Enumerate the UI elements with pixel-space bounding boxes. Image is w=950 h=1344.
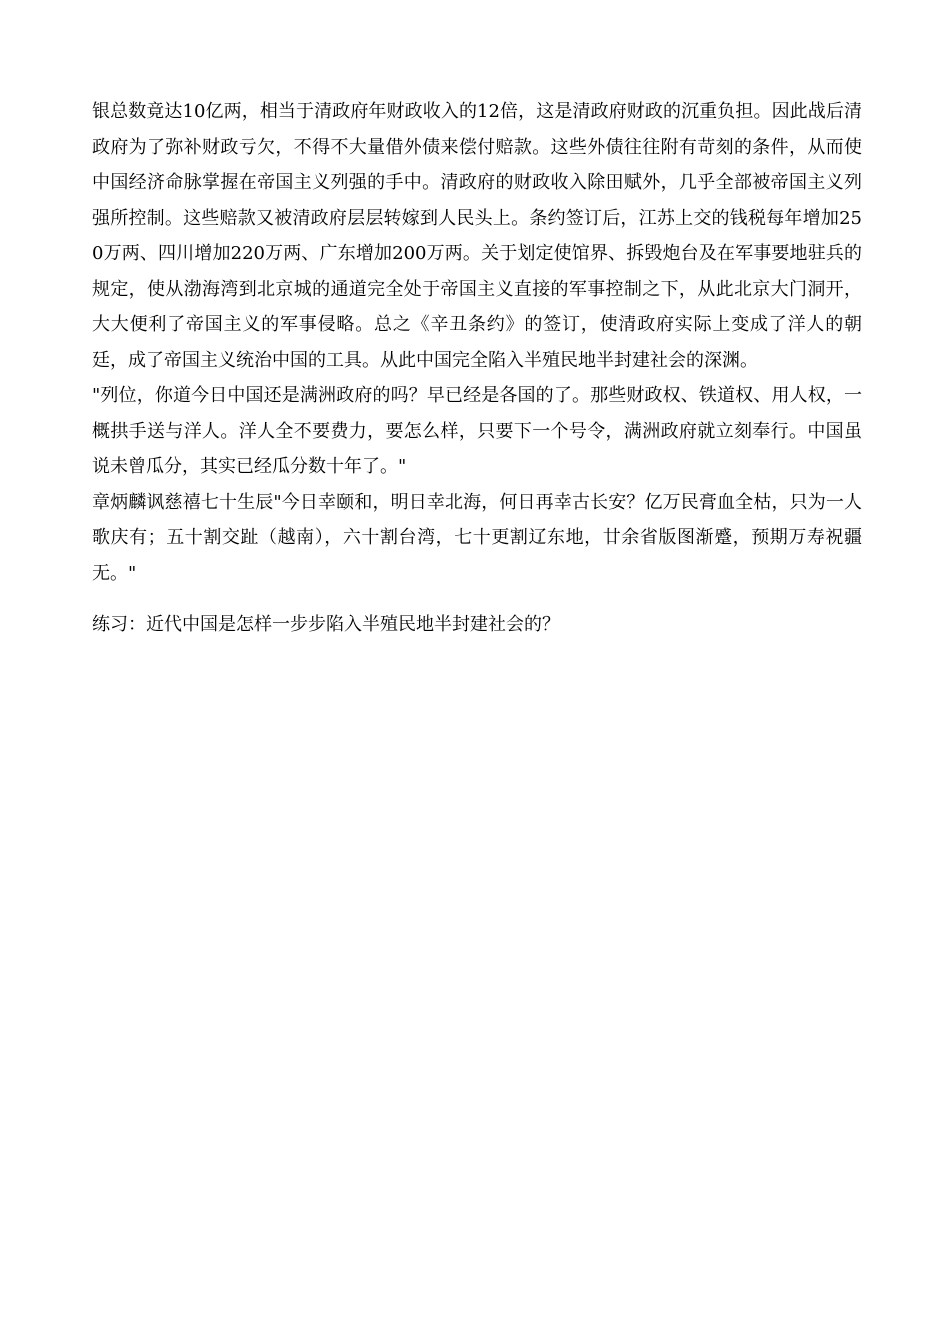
poem-couplet-paragraph: 章炳麟讽慈禧七十生辰"今日幸颐和，明日幸北海，何日再幸古长安？亿万民膏血全枯，只为一人歌庆有；五十割交趾（越南），六十割台湾，七十更割辽东地，廿余省版图渐蹙，预期万寿祝疆无。" [92,491,862,584]
document-body [92,94,862,643]
exercise-question: 练习：近代中国是怎样一步步陷入半殖民地半封建社会的？ [92,614,560,635]
main-paragraph: 银总数竟达10亿两，相当于清政府年财政收入的12倍，这是清政府财政的沉重负担。因此战后清政府为了弥补财政亏欠，不得不大量借外债来偿付赔款。这些外债往往附有苛刻的条件，从而使中国经济命脉掌握在帝国主义列强的手中。清政府的财政收入除田赋外，几乎全部被帝国主义列强所控制。这些赔款又被清政府层层转嫁到人民头上。条约签订后，江苏上交的钱税每年增加250万两、四川增加220万两、广东增加200万两。关于划定使馆界、拆毁炮台及在军事要地驻兵的规定，使从渤海湾到北京城的通道完全处于帝国主义直接的军事控制之下，从此北京大门洞开，大大便利了帝国主义的军事侵略。总之《辛丑条约》的签订，使清政府实际上变成了洋人的朝廷，成了帝国主义统治中国的工具。从此中国完全陷入半殖民地半封建社会的深渊。 [92,101,862,371]
quote-paragraph: "列位，你道今日中国还是满洲政府的吗？早已经是各国的了。那些财政权、铁道权、用人权，一概拱手送与洋人。洋人全不要费力，要怎么样，只要下一个号令，满洲政府就立刻奉行。中国虽说未曾瓜分，其实已经瓜分数十年了。" [92,385,862,477]
